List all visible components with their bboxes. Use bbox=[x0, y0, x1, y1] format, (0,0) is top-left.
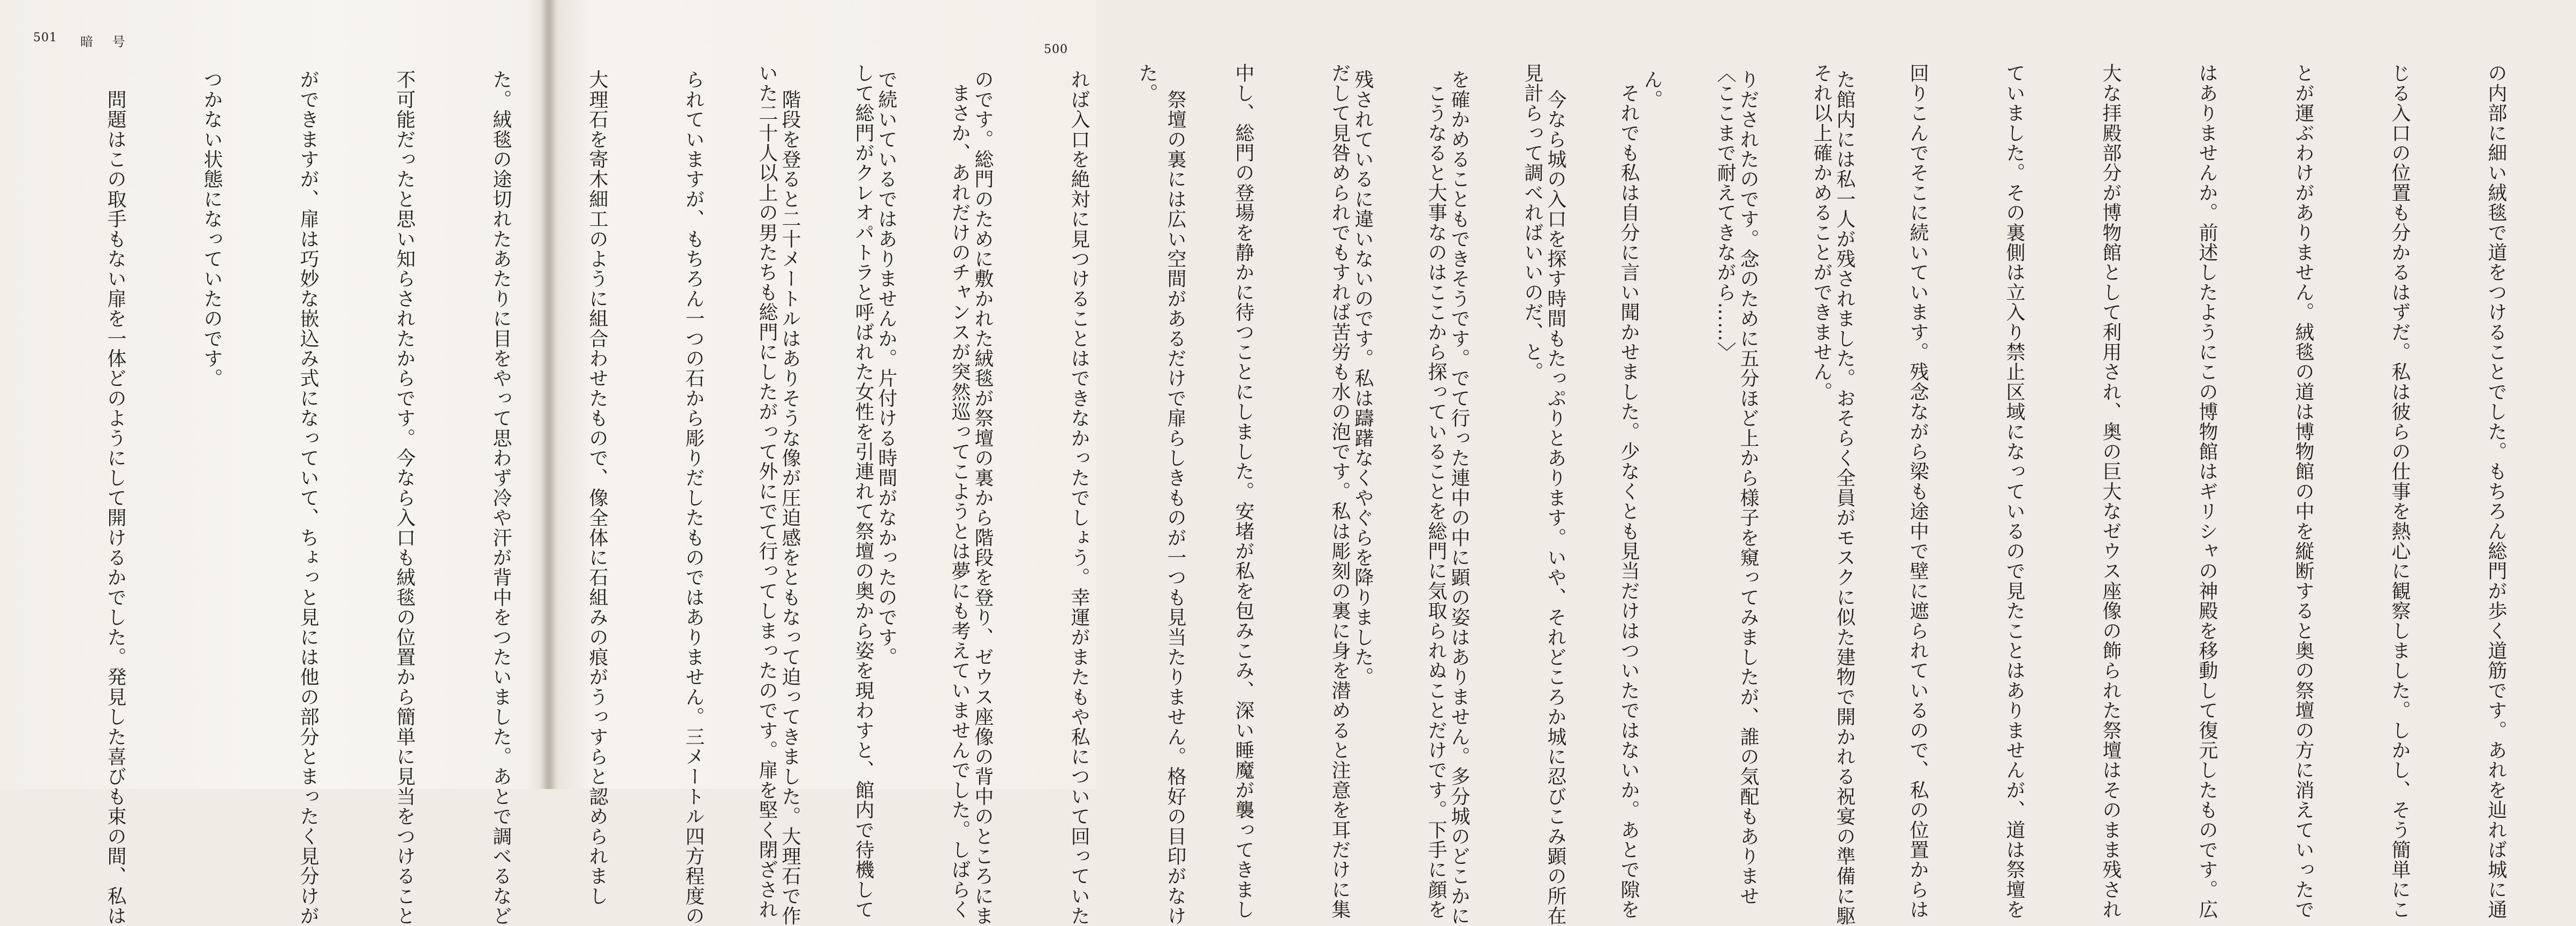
text-column: 不可能だったと思い知らされたからです。今なら入口も絨毯の位置から簡単に見当をつけること bbox=[393, 70, 415, 926]
text-column: 祭壇の裏には広い空間があるだけで扉らしきものが一つも見当たりません。格好の目印がなけ bbox=[1164, 70, 1186, 926]
text-column: とが運ぶわけがありません。絨毯の道は博物館の中を縦断すると奥の祭壇の方に消えていったで bbox=[2292, 63, 2314, 920]
text-column: れば入口を絶対に見つけることはできなかったでしょう。幸運がまたもや私について回っていた bbox=[1068, 70, 1090, 926]
text-column: りだされたのです。念のために五分ほど上から様子を窺ってみましたが、誰の気配もありませ bbox=[1737, 70, 1759, 906]
text-column: た。絨毯の途切れたあたりに目をやって思わず冷や汗が背中をつたいました。あとで調べるなど bbox=[490, 70, 512, 926]
text-column: ん。 bbox=[1641, 70, 1663, 110]
text-column: られていますが、もちろん一つの石から彫りだしたものではありません。三メートル四方程度の bbox=[683, 70, 704, 926]
text-column: 見計らって調べればいいのだ、と。 bbox=[1521, 63, 1543, 382]
text-column: 階段を登ると二十メートルはありそうな像が圧迫感をともなって迫ってきました。大理石で作 bbox=[779, 70, 801, 926]
text-column: まさか、あれだけのチャンスが突然巡ってこようとは夢にも考えていませんでした。しばらく bbox=[949, 63, 971, 920]
right-page-body bbox=[686, 63, 2576, 926]
left-page-number: 501 bbox=[33, 31, 57, 44]
text-column: それ以上確かめることができません。 bbox=[1810, 63, 1832, 402]
text-column: 大理石を寄木細工のように組合わせたもので、像全体に石組みの痕がうっすらと認められまし bbox=[586, 70, 608, 906]
text-column: ができますが、扉は巧妙な嵌込み式になっていて、ちょっと見には他の部分とまったく見分けが bbox=[297, 70, 319, 926]
text-column: 〈ここまで耐えてきながら……〉 bbox=[1714, 63, 1736, 362]
text-column: のです。総門のために敷かれた絨毯が祭壇の裏から階段を登り、ゼウス座像の背中のところにま bbox=[972, 70, 994, 926]
right-page-number: 500 bbox=[1044, 43, 1068, 56]
text-column: 中し、総門の登場を静かに待つことにしました。安堵が私を包みこみ、深い睡魔が襲ってきまし bbox=[1232, 63, 1254, 920]
text-column: こうなると大事なのはここから探っていることを総門に気取られぬことだけです。下手に顔を bbox=[1425, 63, 1447, 920]
text-column: いた二十人以上の男たちも総門にしたがって外にでて行ってしまったのです。扉を堅く閉ざされ bbox=[756, 63, 778, 920]
text-column: で続いているではありませんか。片付ける時間がなかったのです。 bbox=[875, 70, 897, 667]
text-column: 今なら城の入口を探す時間もたっぷりとあります。いや、それどころか城に忍びこみ顕の所在 bbox=[1544, 70, 1566, 926]
text-column: だして見咎められでもすれば苦労も水の泡です。私は彫刻の裏に身を潜めると注意を耳だけに集 bbox=[1329, 63, 1351, 920]
text-column: た。 bbox=[1136, 63, 1158, 103]
text-column: して総門がクレオパトラと呼ばれた女性を引連れて祭壇の奥から姿を現わすと、館内で待機して bbox=[852, 63, 874, 920]
text-column: つかない状態になっていたのです。 bbox=[201, 70, 223, 389]
running-title: 暗 号 bbox=[80, 34, 133, 49]
text-column: の内部に細い絨毯で道をつけることでした。もちろん総門が歩く道筋です。あれを辿れば城に通 bbox=[2485, 63, 2507, 920]
text-column: それでも私は自分に言い聞かせました。少なくとも見当だけはついたではないか。あとで隙を bbox=[1618, 63, 1640, 920]
text-column: 回りこんでそこに続いています。残念ながら梁も途中で壁に遮られているので、私の位置からは bbox=[1907, 63, 1929, 920]
text-column: 問題はこの取手もない扉を一体どのようにして開けるかでした。発見した喜びも束の間、私は bbox=[104, 70, 126, 926]
text-column: じる入口の位置も分かるはずだ。私は彼らの仕事を熱心に観察しました。しかし、そう簡単にこ bbox=[2389, 63, 2411, 920]
text-column: を確かめることもできそうです。でて行った連中の中に顕の姿はありません。多分城のどこかに bbox=[1448, 70, 1470, 926]
text-column: 大な拝殿部分が博物館として利用され、奥の巨大なゼウス座像の飾られた祭壇はそのまま残され bbox=[2100, 63, 2122, 920]
text-column-blank bbox=[1040, 63, 1066, 770]
text-column: はありませんか。前述したようにこの博物館はギリシャの神殿を移動して復元したものです。広 bbox=[2196, 63, 2218, 920]
text-column: 残されているに違いないのです。私は躊躇なくやぐらを降りました。 bbox=[1352, 70, 1374, 687]
text-column: ていました。その裏側は立入り禁止区域になっているので見たことはありませんが、道は祭壇を bbox=[2003, 63, 2025, 920]
text-column: た館内には私一人が残されました。おそらく全員がモスクに似た建物で開かれる祝宴の準備に駆 bbox=[1833, 70, 1855, 926]
